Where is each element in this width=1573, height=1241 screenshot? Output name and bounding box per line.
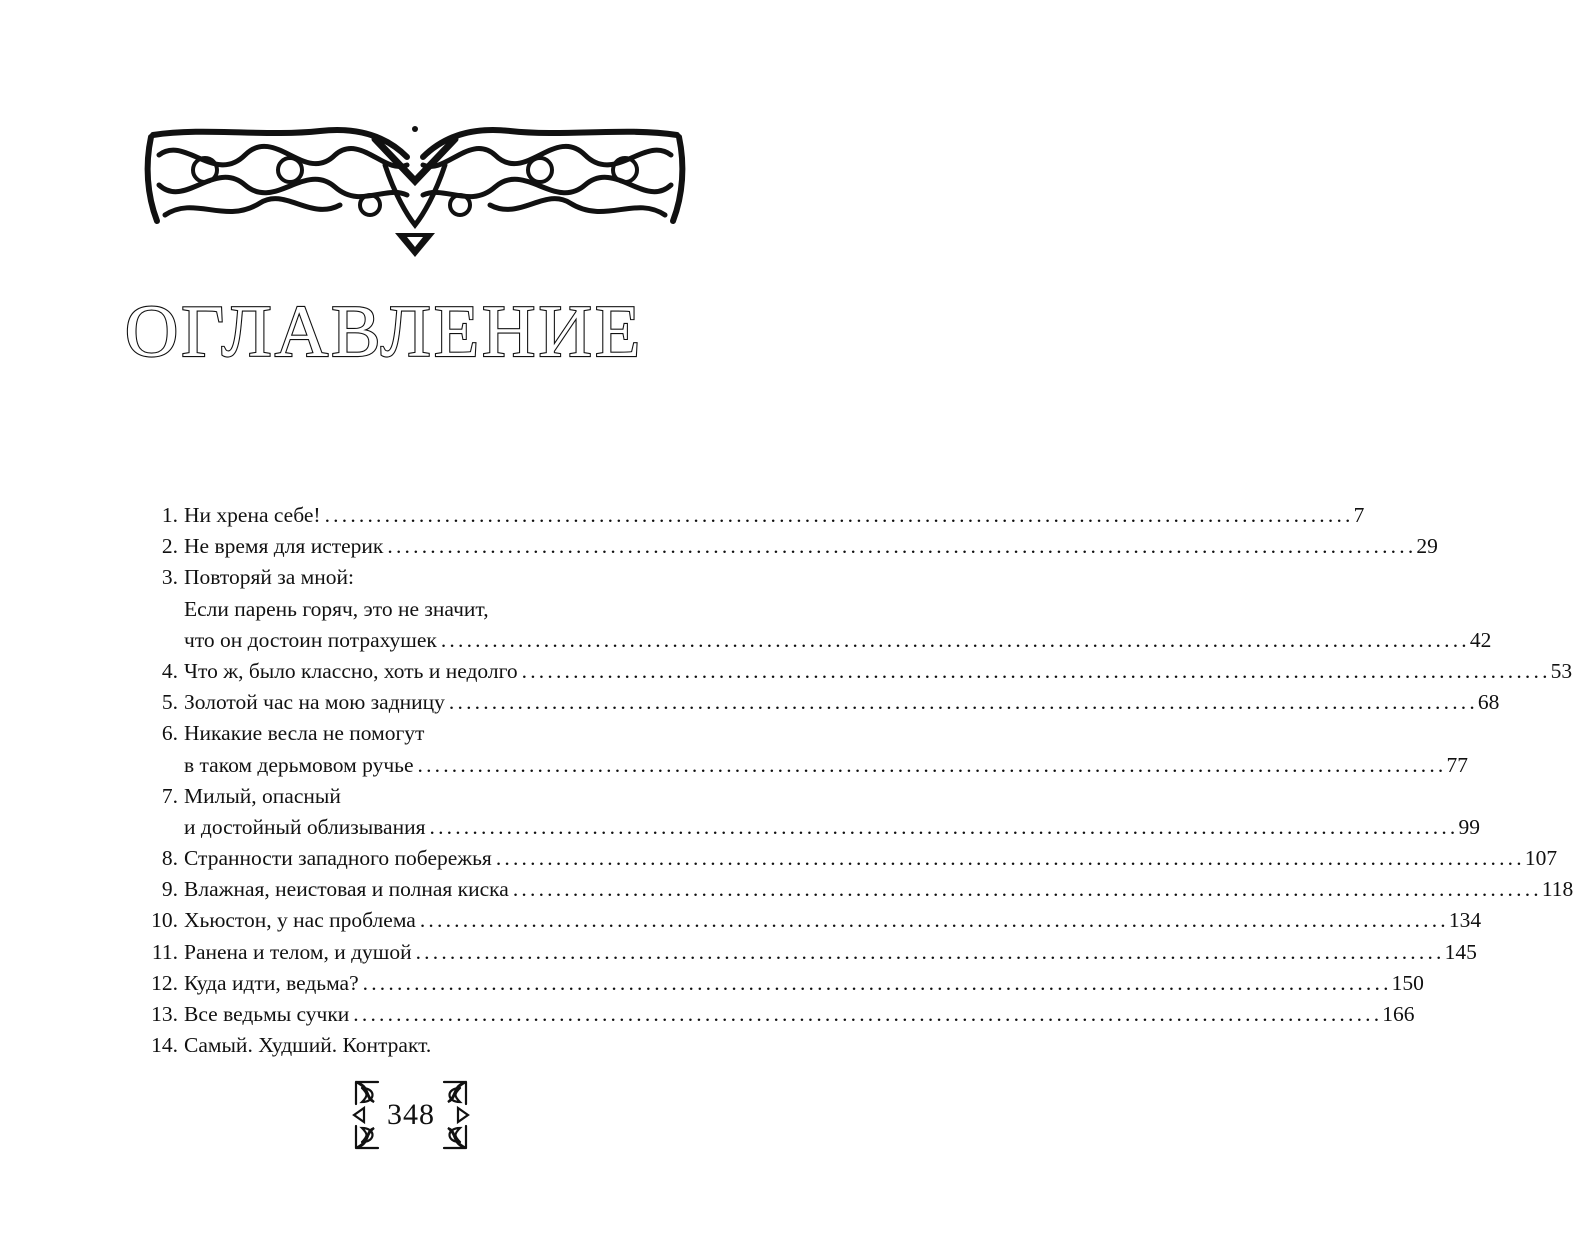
toc-leader-dots: ........................................................................................................................ — [512, 877, 1542, 902]
toc-chapter-title: Милый, опасный — [184, 783, 341, 808]
toc-chapter-number: 3. — [161, 565, 178, 590]
toc-entry-line — [148, 718, 680, 749]
toc-entry-line — [148, 874, 1573, 905]
toc-leader-dots: ........................................................................................................................ — [521, 658, 1551, 683]
toc-chapter-number: 6. — [161, 721, 178, 746]
toc-entry-line — [148, 625, 1492, 656]
toc-entry-line — [148, 905, 1482, 936]
toc-page-number: 99 — [1458, 814, 1480, 839]
toc-entry-line — [148, 531, 1438, 562]
toc-entry-line — [148, 937, 1477, 968]
toc-leader-dots: ........................................................................................................................ — [415, 939, 1445, 964]
toc-chapter-title: Все ведьмы сучки — [184, 1002, 350, 1026]
toc-chapter-number: 2. — [161, 534, 178, 559]
page-number: 348 — [387, 1098, 435, 1131]
toc-chapter-number: 11. — [151, 939, 178, 964]
toc-leader-dots: ........................................................................................................................ — [495, 846, 1525, 871]
toc-leader-dots: ........................................................................................................................ — [429, 814, 1459, 839]
toc-entry-line — [148, 594, 680, 625]
toc-page-number: 53 — [1550, 658, 1573, 683]
page-title: ОГЛАВЛЕНИЕ — [124, 291, 644, 373]
toc-page-number: 118 — [1541, 877, 1573, 902]
toc-chapter-title: Золотой час на мою задницу — [184, 690, 445, 715]
toc-chapter-title: Ни хрена себе! — [184, 503, 321, 527]
toc-chapter-title: и достойный облизывания — [184, 814, 426, 839]
table-of-contents — [148, 500, 1573, 1061]
toc-entry-line — [148, 1030, 680, 1061]
toc-entry-line — [148, 687, 1500, 718]
toc-chapter-number: 4. — [161, 658, 178, 683]
celtic-knot-ornament — [145, 125, 685, 265]
toc-leader-dots: ........................................................................................................................ — [440, 627, 1470, 652]
toc-page-number: 145 — [1444, 939, 1477, 964]
toc-page-number: 77 — [1446, 752, 1468, 777]
toc-leader-dots: ........................................................................................................................ — [362, 970, 1392, 995]
toc-entry-line — [148, 656, 1573, 687]
toc-entry-line — [148, 968, 1424, 999]
toc-chapter-title: Никакие весла не помогут — [184, 721, 425, 746]
toc-entry-line — [148, 843, 1558, 874]
toc-page-number: 7 — [1353, 503, 1365, 527]
toc-chapter-title: в таком дерьмовом ручье — [184, 752, 414, 777]
toc-chapter-number: 10. — [151, 908, 178, 933]
toc-chapter-title: Влажная, неистовая и полная киска — [184, 877, 509, 902]
toc-chapter-title: Что ж, было классно, хоть и недолго — [184, 658, 518, 683]
toc-entry-line — [148, 812, 1480, 843]
toc-chapter-number: 7. — [161, 783, 178, 808]
toc-page-number: 134 — [1448, 908, 1482, 933]
toc-entry-line — [148, 999, 1415, 1030]
folio-frame — [352, 1078, 470, 1152]
toc-chapter-title: Не время для истерик — [184, 534, 384, 559]
toc-chapter-number: 5. — [161, 690, 178, 715]
toc-chapter-number: 13. — [151, 1002, 178, 1026]
toc-chapter-title: Хьюстон, у нас проблема — [184, 908, 416, 933]
toc-chapter-title: Повторяй за мной: — [184, 565, 355, 590]
toc-chapter-title: Ранена и телом, и душой — [184, 939, 412, 964]
toc-chapter-title: Странности западного побережья — [184, 846, 492, 871]
toc-chapter-title: Самый. Худший. Контракт. — [184, 1033, 432, 1058]
toc-page-number: 166 — [1382, 1002, 1415, 1026]
toc-page-number: 107 — [1524, 846, 1558, 871]
toc-chapter-number: 12. — [151, 970, 178, 995]
toc-entry-line — [148, 750, 1468, 781]
toc-leader-dots: ........................................................................................................................ — [417, 752, 1447, 777]
toc-chapter-title: Куда идти, ведьма? — [184, 970, 359, 995]
toc-chapter-number: 8. — [161, 846, 178, 871]
toc-entry-line — [148, 781, 680, 812]
toc-leader-dots: ........................................................................................................................ — [324, 503, 1354, 527]
toc-chapter-title: Если парень горяч, это не значит, — [184, 596, 489, 621]
toc-chapter-number: 9. — [161, 877, 178, 902]
toc-chapter-title: что он достоин потрахушек — [184, 627, 437, 652]
toc-leader-dots: ........................................................................................................................ — [353, 1002, 1383, 1026]
toc-leader-dots: ........................................................................................................................ — [448, 690, 1478, 715]
toc-entry-line — [148, 562, 680, 593]
toc-entry-line — [148, 500, 1365, 531]
toc-page-number: 68 — [1477, 690, 1500, 715]
toc-page-number: 150 — [1391, 970, 1424, 995]
toc-leader-dots: ........................................................................................................................ — [419, 908, 1449, 933]
toc-chapter-number: 1. — [161, 503, 178, 527]
toc-leader-dots: ........................................................................................................................ — [387, 534, 1417, 559]
toc-page-number: 42 — [1469, 627, 1492, 652]
toc-page-number: 29 — [1416, 534, 1438, 559]
toc-chapter-number: 14. — [151, 1033, 178, 1058]
